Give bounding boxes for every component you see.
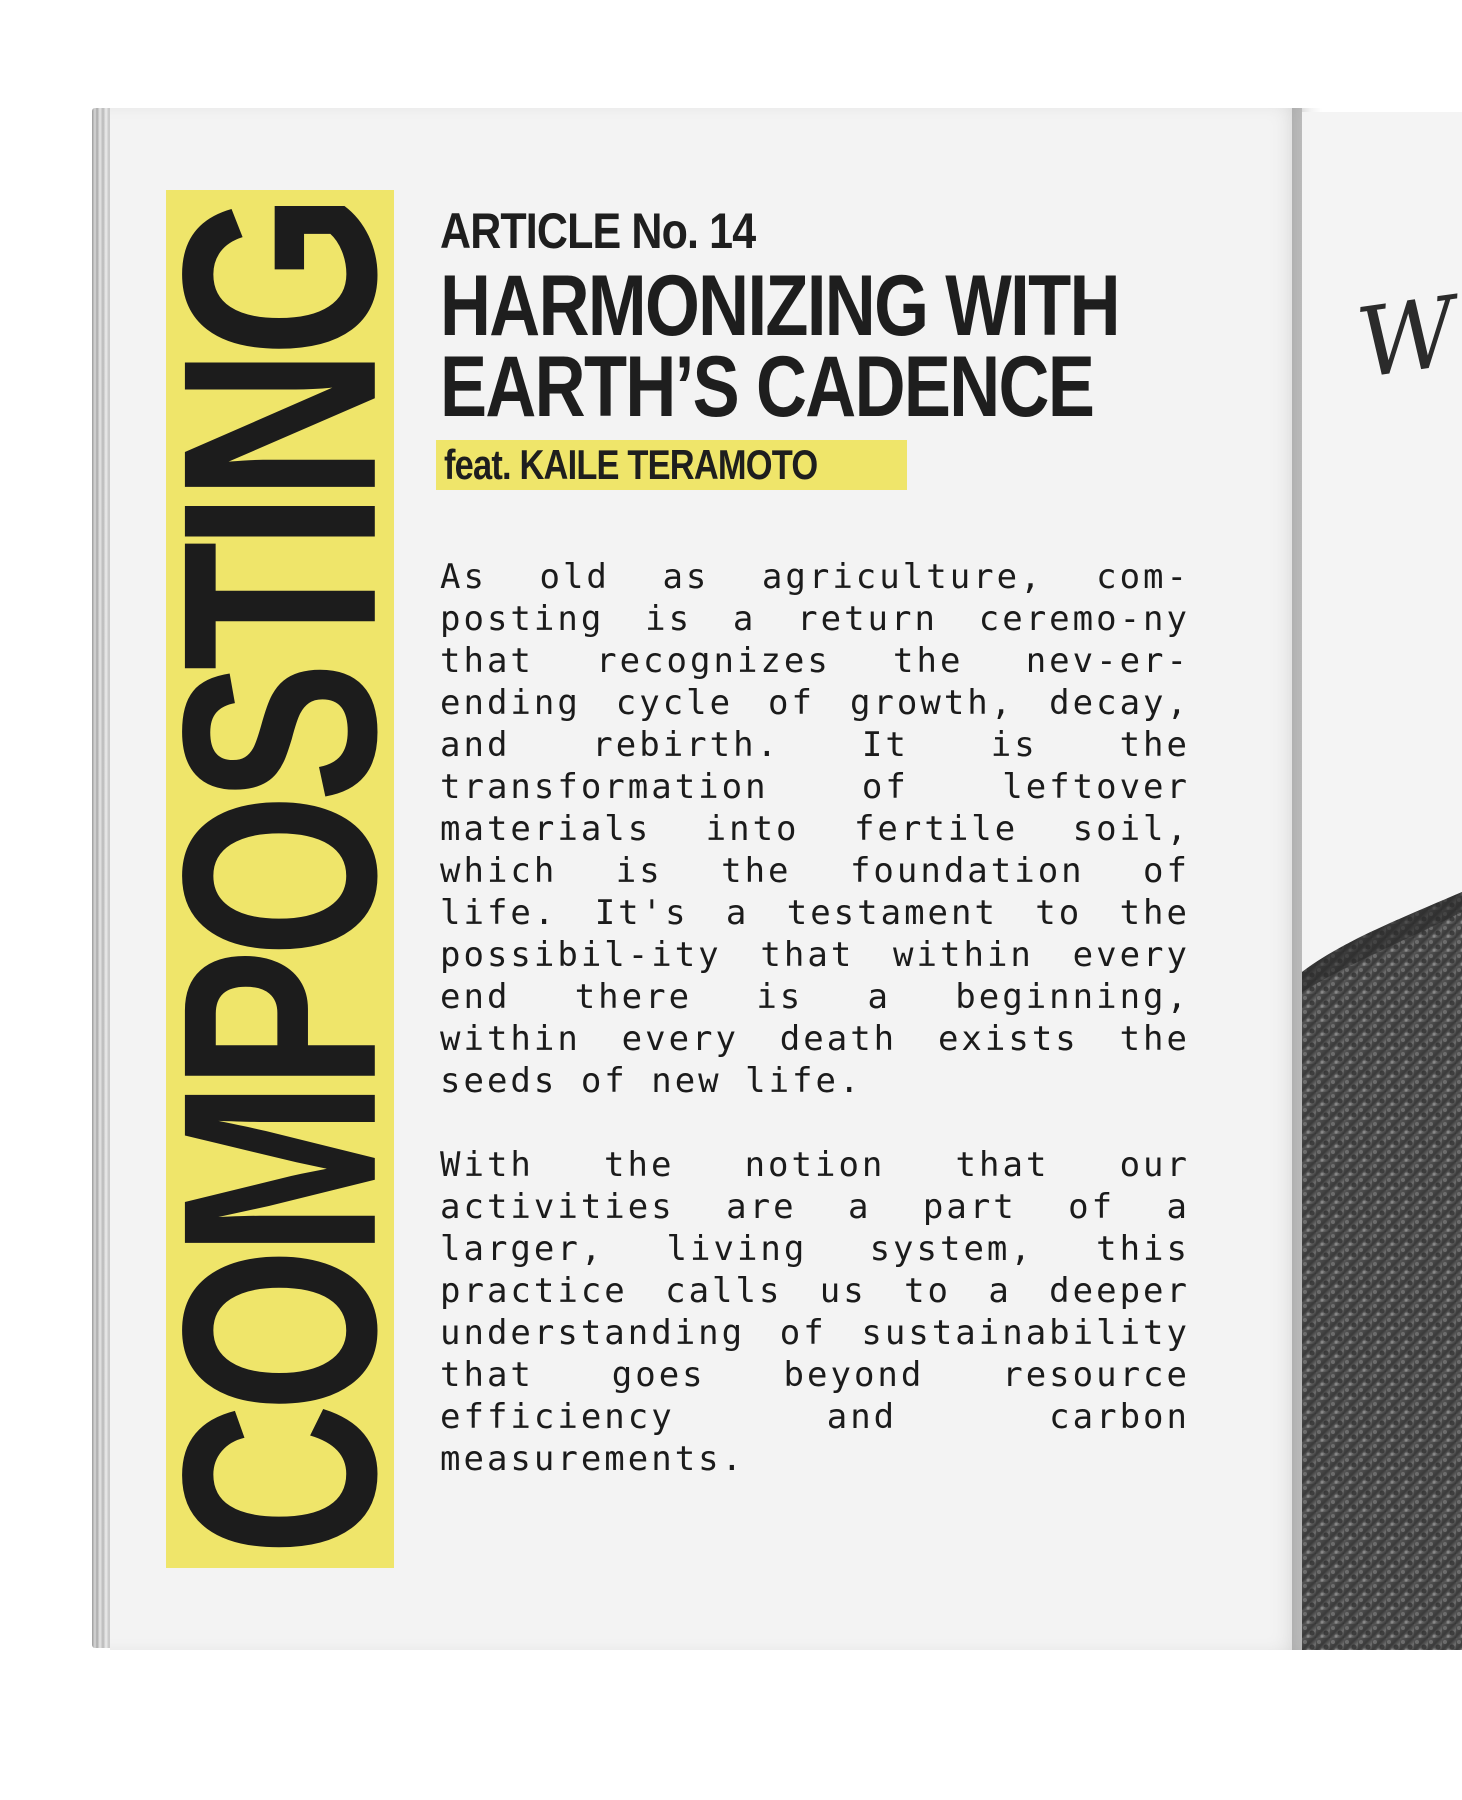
body-paragraph-1: As old as agriculture, com-posting is a return ceremo-ny that recognizes the nev-er-ending cycle of growth, decay, and rebirth. It is the transformation of leftover materials into fertile soil, which is the foundation of life. It's a testament to the possibil-ity that within every end there is a beginning, within every death exists the seeds of new life. [440,557,1190,1101]
article-title [440,258,1119,435]
byline [436,440,907,490]
right-page [1302,112,1462,1650]
byline-text: feat. KAILE TERAMOTO [444,441,818,488]
article-title-line-2: EARTH’S CADENCE [440,338,1094,435]
article-number: ARTICLE No. 14 [440,203,756,259]
article-title-line-1: HARMONIZING WITH [440,258,1119,354]
section-label: COMPOSTING [125,202,434,1556]
handwritten-letter: W [1350,275,1461,401]
section-label-band [125,190,434,1568]
article-body [440,556,1190,1522]
body-paragraph-2: With the notion that our activities are a part of a larger, living system, this practice calls us to a deeper understanding of sustainability that goes beyond resource efficiency and carbon measurements. [440,1145,1190,1479]
